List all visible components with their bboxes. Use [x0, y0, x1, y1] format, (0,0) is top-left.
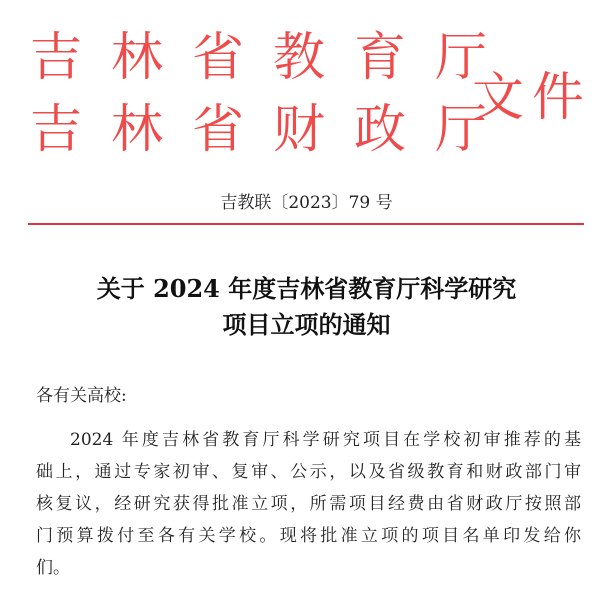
red-divider-rule [28, 223, 584, 225]
document-title [0, 271, 613, 343]
body-line: 门预算拨付至各有关学校。现将批准立项的项目名单印发给你 [36, 526, 581, 546]
masthead-suffix: 文件 [472, 68, 593, 128]
body-line: 核复议，经研究获得批准立项，所需项目经费由省财政厅按照部 [36, 494, 581, 514]
body-line: 们。 [36, 558, 70, 578]
body-line: 础上，通过专家初审、复审、公示，以及省级教育和财政部门审 [36, 462, 581, 482]
body-paragraph [36, 424, 581, 584]
title-line-2: 项目立项的通知 [222, 310, 391, 339]
body-line: 2024 年度吉林省教育厅科学研究项目在学校初审推荐的基 [70, 430, 581, 450]
masthead [30, 28, 593, 168]
salutation: 各有关高校: [36, 386, 127, 406]
title-line-1: 关于 2024 年度吉林省教育厅科学研究 [96, 274, 517, 303]
document-number: 吉教联〔2023〕79 号 [220, 193, 393, 213]
masthead-issuer-education: 吉林省教育厅 [30, 28, 517, 88]
masthead-issuer-finance: 吉林省财政厅 [30, 100, 517, 160]
